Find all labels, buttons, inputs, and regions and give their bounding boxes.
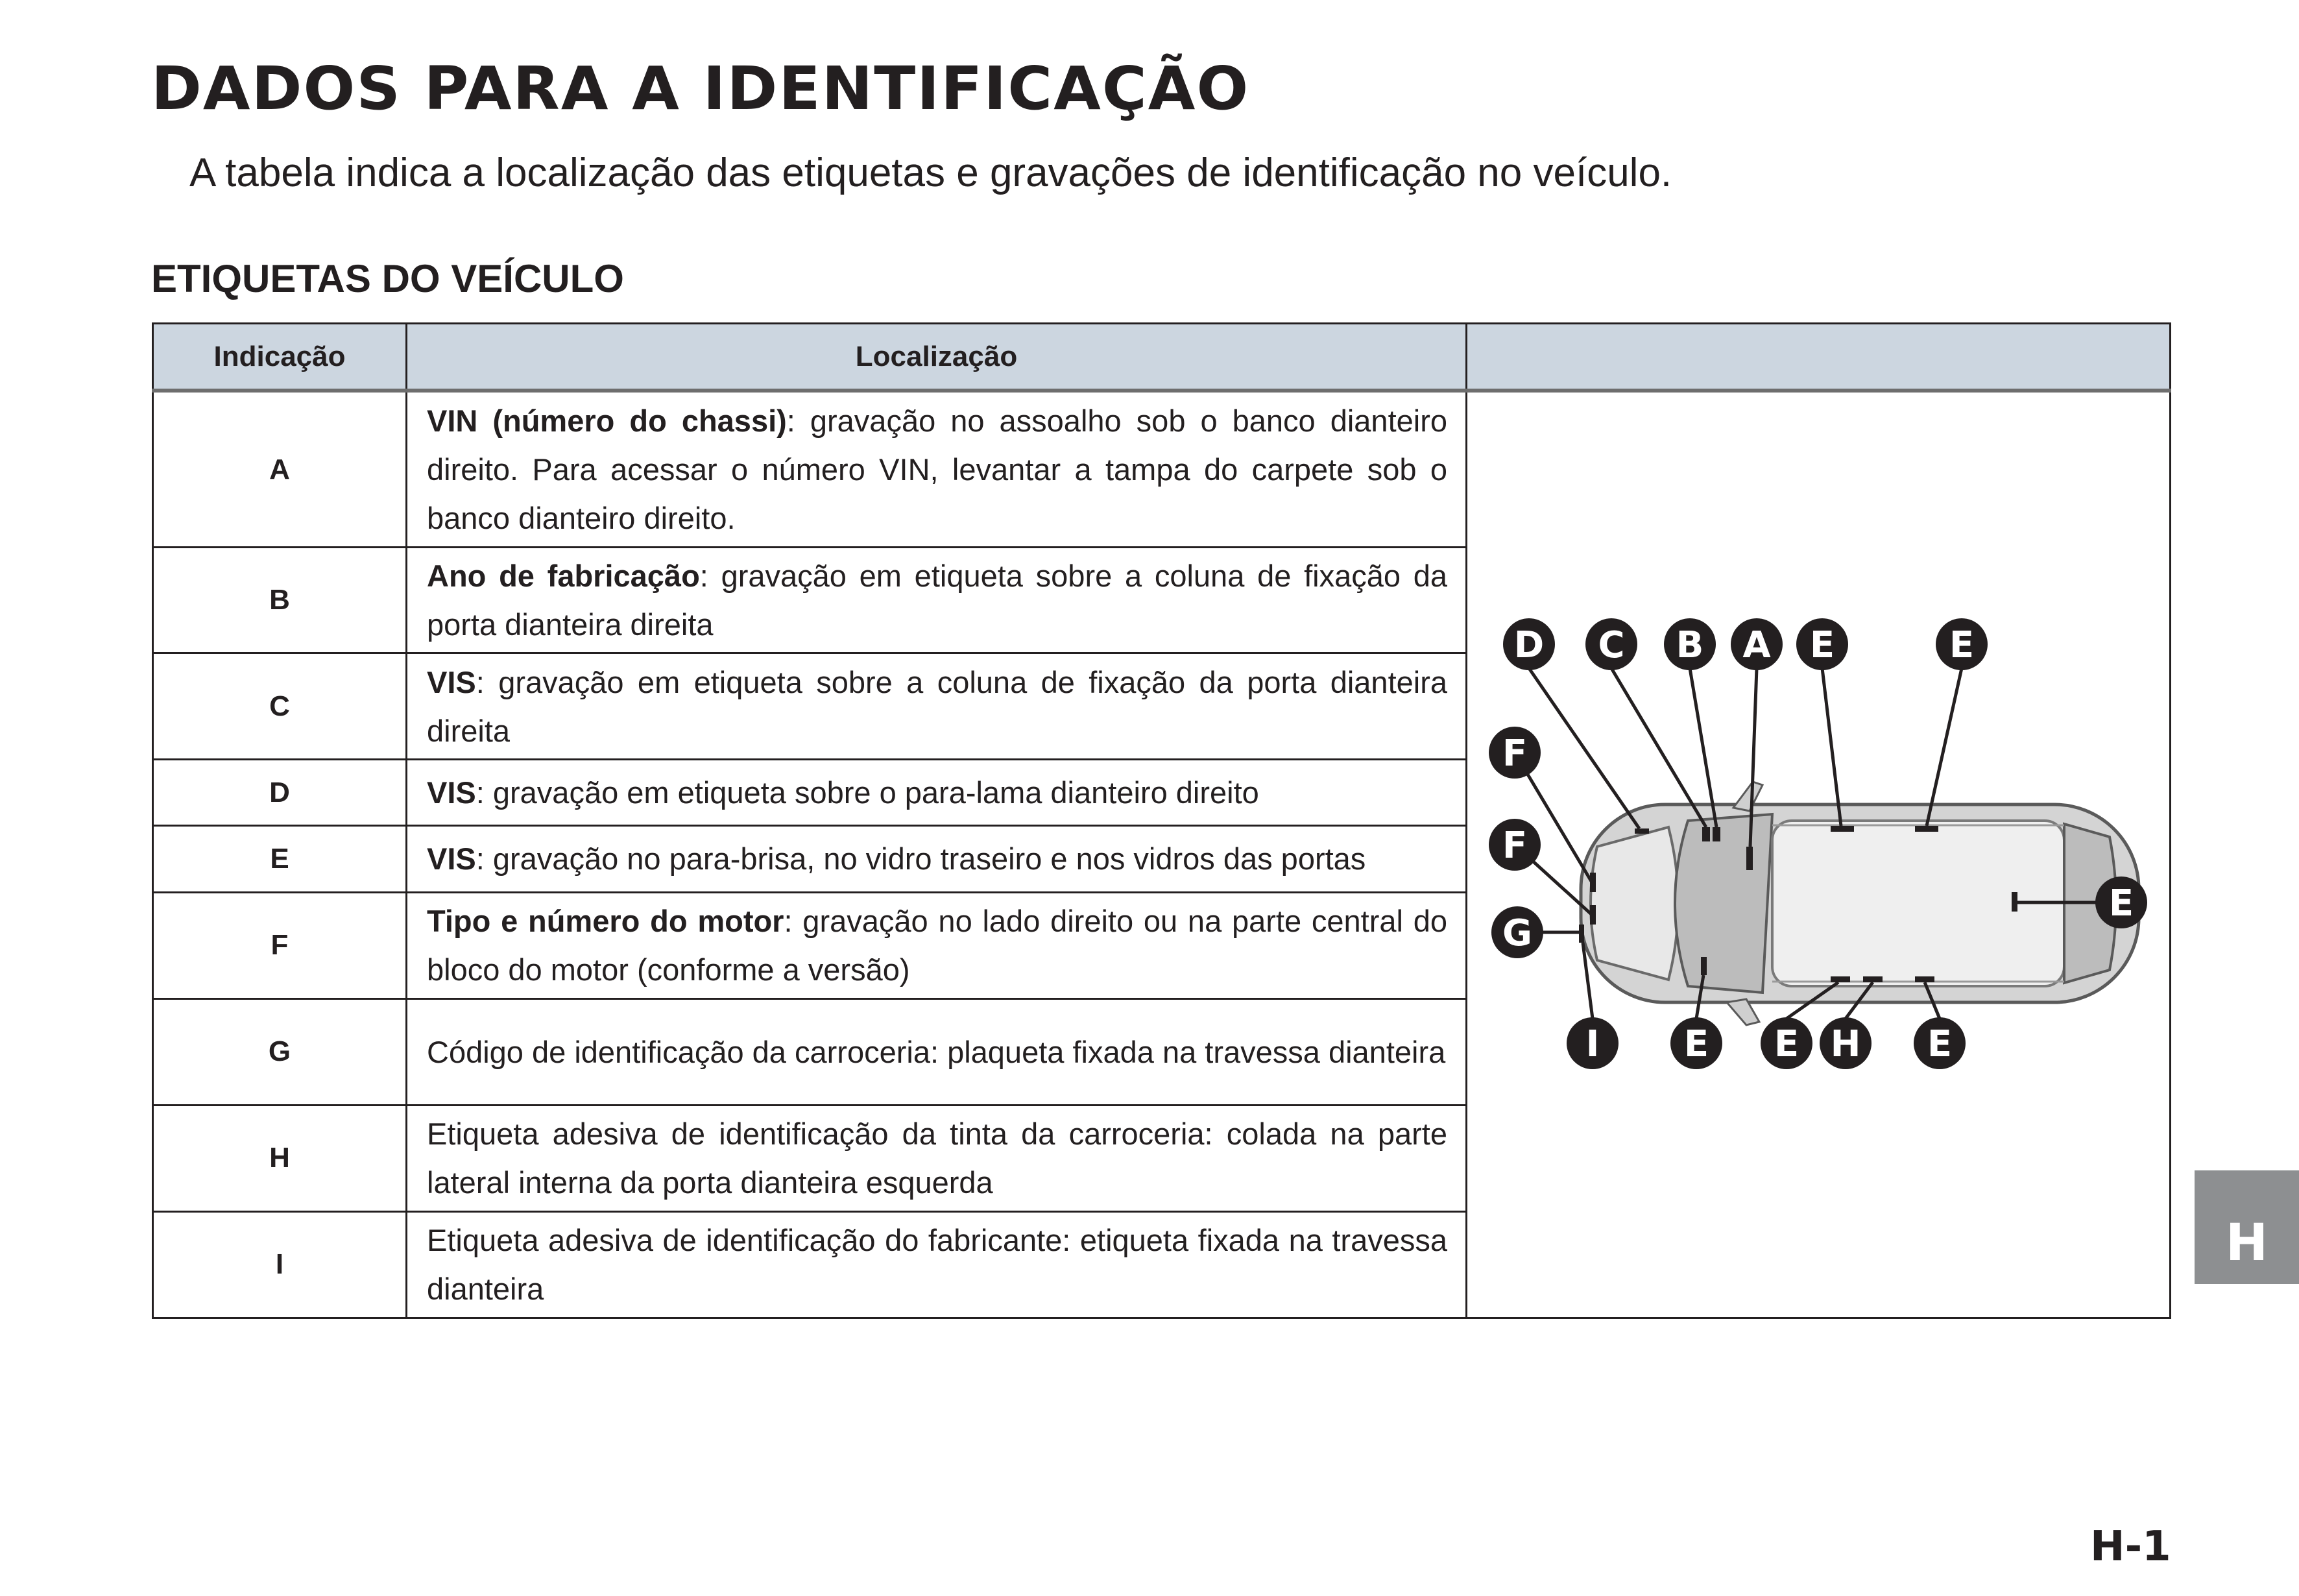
- callout-e: [1796, 618, 1848, 670]
- row-indicator: B: [153, 548, 407, 653]
- svg-text:I: I: [1585, 1023, 1600, 1065]
- svg-text:E: E: [2108, 882, 2134, 925]
- row-indicator: F: [153, 892, 407, 998]
- row-location-text: : gravação no para-brisa, no vidro traseiro e nos vidros das portas: [475, 841, 1366, 877]
- page-title: DADOS PARA A IDENTIFICAÇÃO: [151, 54, 1250, 123]
- row-location: [407, 391, 1467, 548]
- row-location-bold: VIS: [427, 664, 476, 699]
- svg-text:B: B: [1676, 624, 1704, 666]
- row-indicator: A: [153, 391, 407, 548]
- callout-f: [1489, 819, 1541, 871]
- vehicle-diagram-cell: [1467, 391, 2171, 1318]
- table-row: [153, 391, 2171, 548]
- svg-text:E: E: [1927, 1023, 1953, 1065]
- row-indicator: I: [153, 1211, 407, 1318]
- row-location-text: Código de identificação da carroceria: plaqueta fixada na travessa dianteira: [427, 1034, 1446, 1069]
- row-location: [407, 548, 1467, 653]
- section-tab: H: [2195, 1170, 2299, 1284]
- intro-text: A tabela indica a localização das etiquetas e gravações de identificação no veículo.: [189, 151, 1672, 195]
- callout-e: [1761, 1017, 1812, 1069]
- row-location-text: : gravação em etiqueta sobre a coluna de fixação da porta dianteira direita: [427, 559, 1447, 642]
- row-location-bold: VIS: [427, 841, 476, 877]
- row-location-text: Etiqueta adesiva de identificação da tinta da carroceria: colada na parte lateral interna da porta dianteira esquerda: [427, 1117, 1447, 1200]
- vehicle-diagram: [1467, 393, 2171, 1314]
- svg-text:E: E: [1683, 1023, 1709, 1065]
- svg-text:H: H: [1830, 1023, 1861, 1065]
- callout-g: [1491, 906, 1543, 958]
- row-location: [407, 760, 1467, 826]
- header-image: [1467, 324, 2171, 391]
- callout-e: [1670, 1017, 1722, 1069]
- row-location: [407, 1105, 1467, 1211]
- row-location: [407, 1211, 1467, 1318]
- row-location-text: : gravação no lado direito ou na parte central do bloco do motor (conforme a versão): [427, 904, 1447, 987]
- row-location: [407, 653, 1467, 760]
- section-title: ETIQUETAS DO VEÍCULO: [151, 257, 624, 300]
- header-indicacao: Indicação: [153, 324, 407, 391]
- callout-e: [1936, 618, 1988, 670]
- callout-h: [1820, 1017, 1872, 1069]
- svg-text:C: C: [1598, 624, 1625, 666]
- svg-text:D: D: [1513, 624, 1545, 666]
- svg-text:E: E: [1949, 624, 1975, 666]
- callout-e: [1914, 1017, 1966, 1069]
- row-location-bold: Tipo e número do motor: [427, 904, 784, 939]
- callouts-right: [2095, 877, 2147, 928]
- svg-text:A: A: [1742, 624, 1771, 666]
- svg-text:F: F: [1502, 732, 1528, 775]
- callout-b: [1664, 618, 1716, 670]
- svg-text:E: E: [1774, 1023, 1799, 1065]
- row-location-bold: VIN (número do chassi): [427, 404, 787, 439]
- row-location-text: : gravação no assoalho sob o banco dianteiro direito. Para acessar o número VIN, levantar a tampa do carpete sob o banco dianteiro direito.: [427, 404, 1447, 536]
- callout-a: [1731, 618, 1783, 670]
- row-indicator: G: [153, 998, 407, 1105]
- table-header-row: [153, 324, 2171, 391]
- row-indicator: D: [153, 760, 407, 826]
- svg-text:E: E: [1809, 624, 1835, 666]
- callout-i: [1567, 1017, 1619, 1069]
- callouts-top: [1503, 618, 1988, 670]
- callout-e: [2095, 877, 2147, 928]
- row-indicator: C: [153, 653, 407, 760]
- row-indicator: H: [153, 1105, 407, 1211]
- row-location: [407, 998, 1467, 1105]
- row-indicator: E: [153, 825, 407, 892]
- callouts-left: [1489, 727, 1543, 958]
- header-localizacao: Localização: [407, 324, 1467, 391]
- row-location-bold: Ano de fabricação: [427, 559, 700, 594]
- svg-text:G: G: [1502, 912, 1532, 954]
- page-number: H-1: [2090, 1523, 2171, 1571]
- svg-text:F: F: [1502, 825, 1528, 867]
- callouts-bottom: [1567, 1017, 1966, 1069]
- row-location-text: : gravação em etiqueta sobre o para-lama dianteiro direito: [475, 775, 1259, 810]
- labels-table: [152, 322, 2171, 1319]
- row-location-bold: VIS: [427, 775, 476, 810]
- row-location: [407, 892, 1467, 998]
- row-location-text: : gravação em etiqueta sobre a coluna de fixação da porta dianteira direita: [427, 664, 1447, 748]
- callout-f: [1489, 727, 1541, 779]
- row-location: [407, 825, 1467, 892]
- callout-c: [1585, 618, 1637, 670]
- row-location-text: Etiqueta adesiva de identificação do fabricante: etiqueta fixada na travessa dianteira: [427, 1223, 1447, 1307]
- callout-d: [1503, 618, 1555, 670]
